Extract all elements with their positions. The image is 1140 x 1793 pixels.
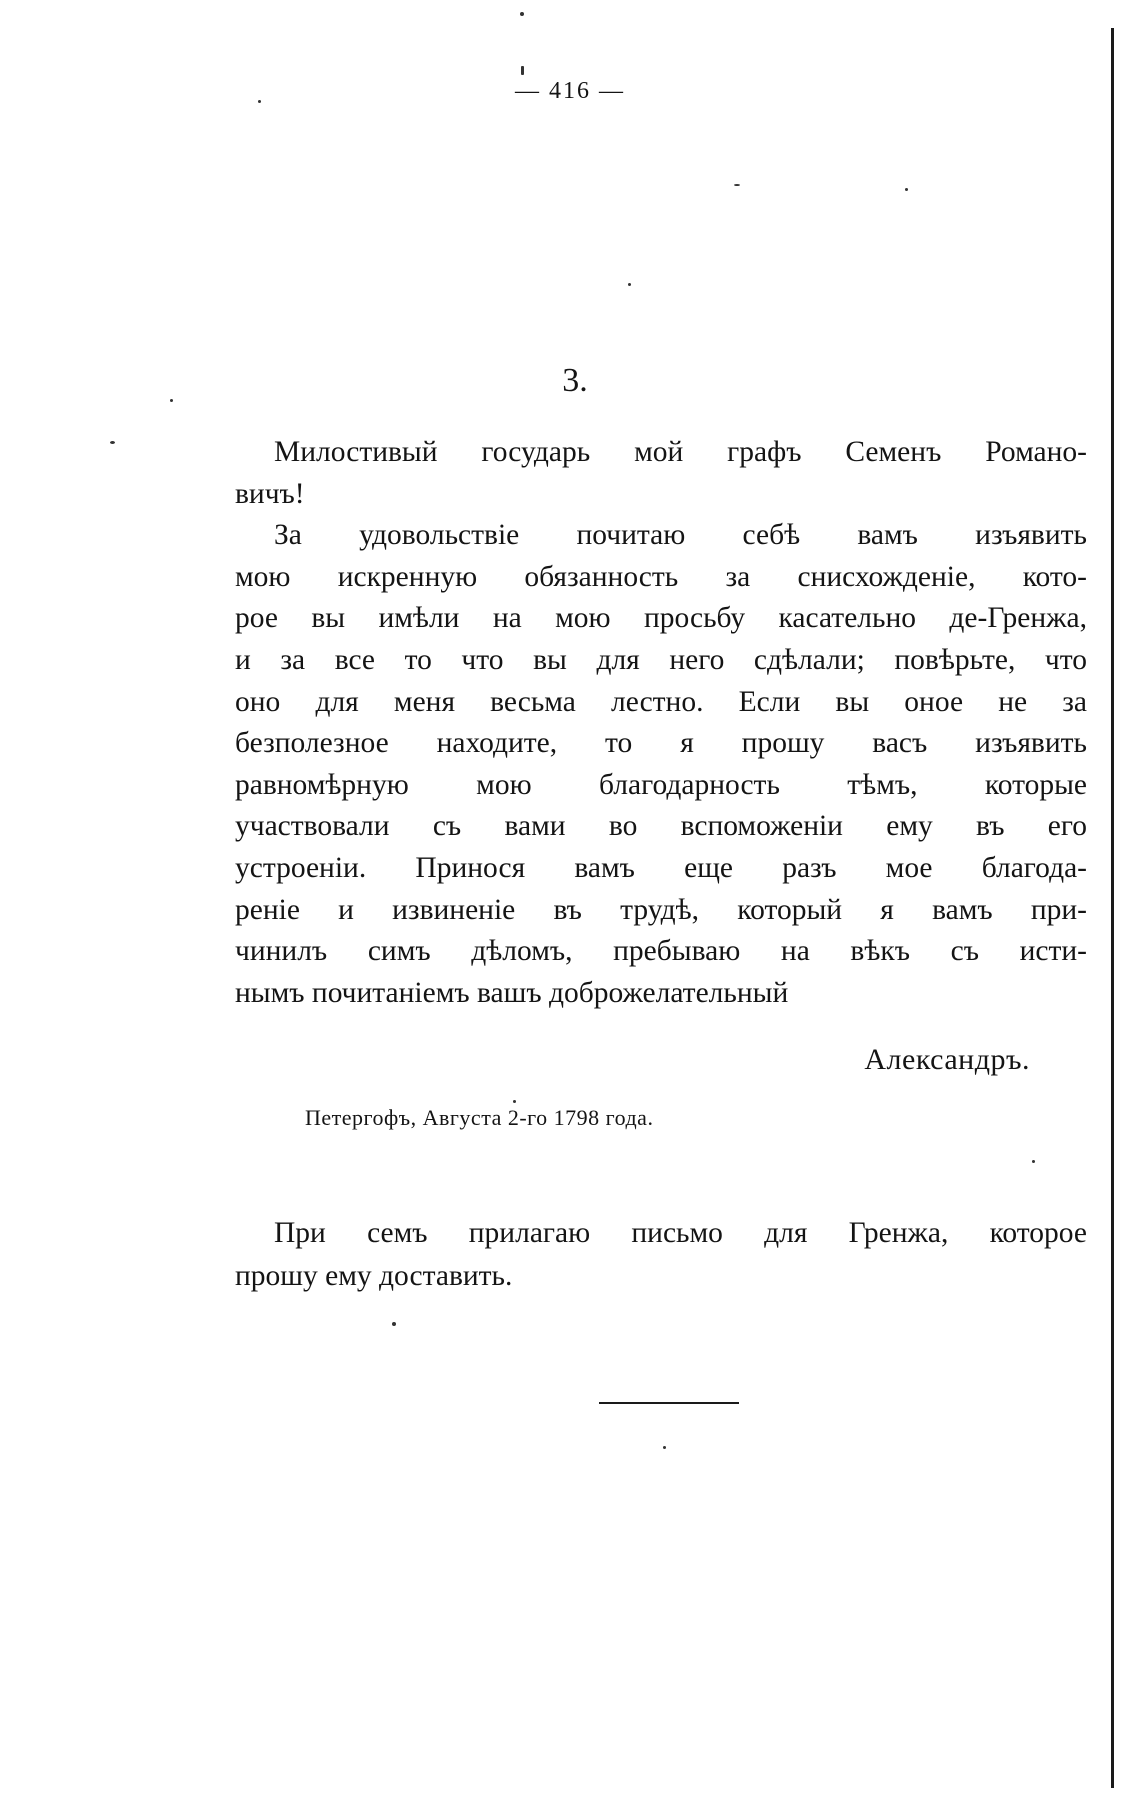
scan-speck bbox=[663, 1446, 666, 1449]
closing-rule bbox=[599, 1402, 739, 1404]
paragraph-line: За удовольствіе почитаю себѣ вамъ изъявить bbox=[274, 519, 1087, 552]
letter-number: 3. bbox=[562, 362, 588, 399]
postscript-line: прошу ему доставить. bbox=[235, 1260, 513, 1292]
paragraph-line: оно для меня весьма лестно. Если вы оное не за bbox=[235, 685, 1087, 718]
salutation bbox=[235, 432, 1087, 515]
scan-speck bbox=[905, 188, 908, 191]
paragraph-line: реніе и извиненіе въ трудѣ, который я вамъ при- bbox=[235, 893, 1087, 926]
scan-speck bbox=[392, 1322, 396, 1326]
scan-speck bbox=[628, 283, 631, 286]
salutation-line: Милостивый государь мой графъ Семенъ Романо- bbox=[274, 436, 1087, 468]
paragraph-line: нымъ почитаніемъ вашъ доброжелательный bbox=[235, 976, 789, 1009]
page-edge-rule bbox=[1111, 28, 1114, 1788]
paragraph-line: чинилъ симъ дѣломъ, пребываю на вѣкъ съ исти- bbox=[235, 935, 1087, 968]
paragraph-line: участвовали съ вами во вспоможеніи ему въ его bbox=[235, 810, 1087, 843]
postscript bbox=[235, 1212, 1087, 1298]
salutation-line: вичъ! bbox=[235, 477, 305, 510]
paragraph-line: устроеніи. Принося вамъ еще разъ мое благода- bbox=[235, 851, 1087, 884]
paragraph-line: равномѣрную мою благодарность тѣмъ, которые bbox=[235, 768, 1087, 801]
postscript-line: При семъ прилагаю письмо для Гренжа, которое bbox=[274, 1217, 1087, 1249]
signature: Александръ. bbox=[864, 1043, 1030, 1076]
letter-paragraph bbox=[235, 515, 1087, 1014]
paragraph-line: безполезное находите, то я прошу васъ изъявить bbox=[235, 727, 1087, 760]
letter-body bbox=[235, 432, 1087, 1014]
page-number: — 416 — bbox=[515, 78, 625, 104]
scan-speck bbox=[170, 399, 173, 402]
scan-speck bbox=[521, 66, 524, 75]
scan-speck bbox=[258, 100, 261, 103]
scan-speck bbox=[520, 12, 524, 16]
paragraph-line: мою искренную обязанность за снисхожденіе, кото- bbox=[235, 560, 1087, 593]
paragraph-line: и за все то что вы для него сдѣлали; повѣрьте, что bbox=[235, 643, 1087, 676]
paragraph-line: рое вы имѣли на мою просьбу касательно де-Гренжа, bbox=[235, 602, 1087, 635]
scan-speck bbox=[513, 1100, 516, 1103]
scan-speck bbox=[734, 184, 740, 186]
scan-speck bbox=[1032, 1160, 1035, 1163]
scan-speck bbox=[110, 441, 115, 444]
dateline: Петергофъ, Августа 2-го 1798 года. bbox=[305, 1105, 654, 1130]
